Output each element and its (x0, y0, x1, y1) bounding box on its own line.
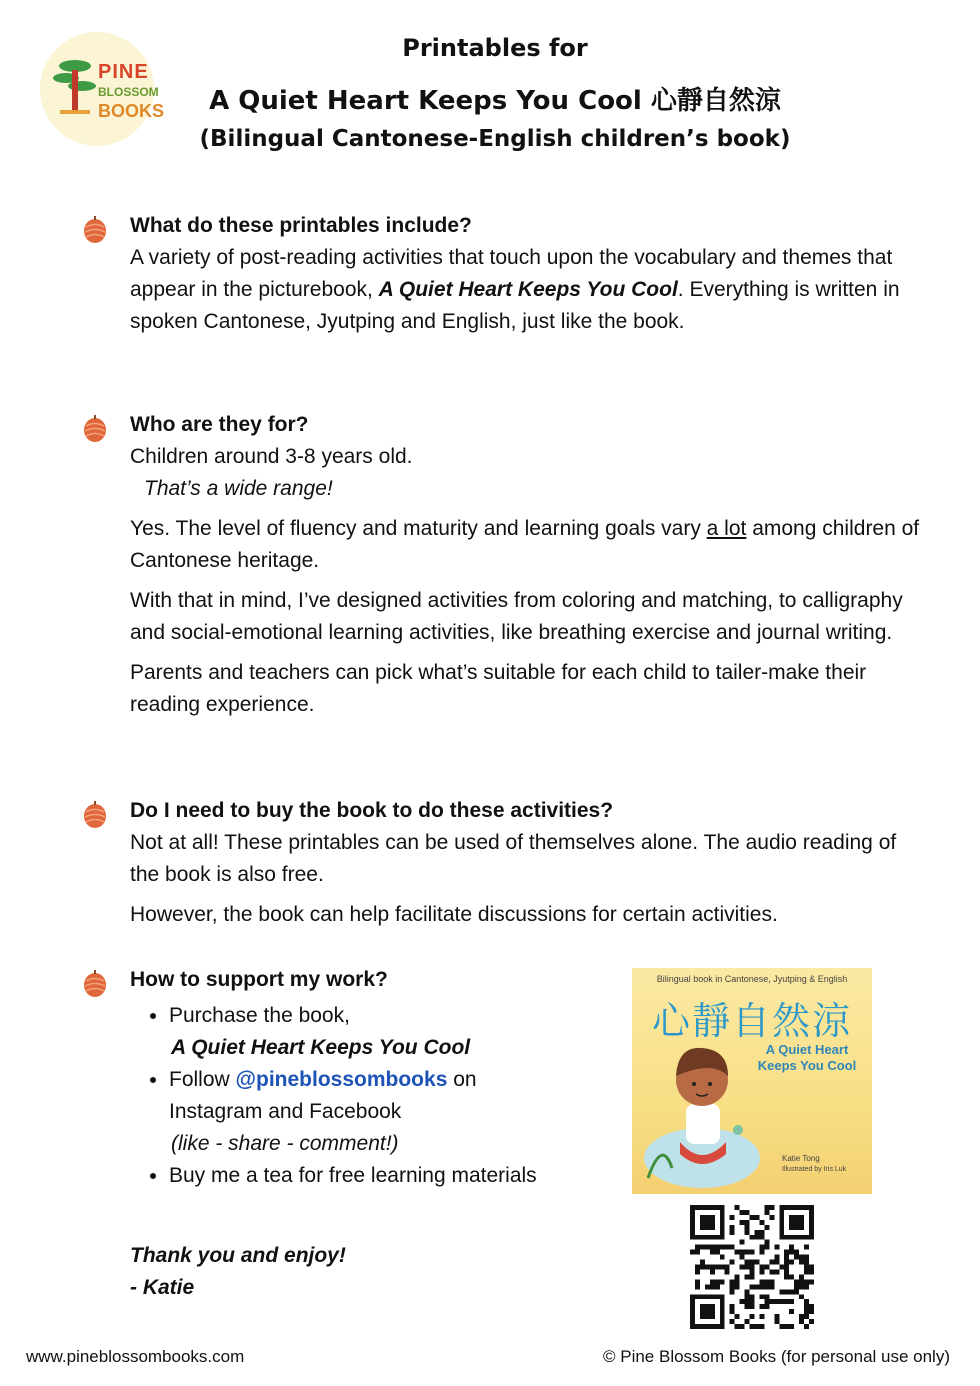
logo-text-pine: PINE (98, 61, 149, 83)
section-paragraph: With that in mind, I’ve designed activities from coloring and matching, to calligraphy and social-emotional learning activities, like breathing exercise and journal writing. (130, 589, 903, 644)
pine-blossom-logo (40, 32, 165, 146)
section-paragraph: However, the book can help facilitate discussions for certain activities. (130, 903, 778, 926)
title-line-2: A Quiet Heart Keeps You Cool 心靜自然涼 (209, 86, 781, 116)
cover-title-english: A Quiet Heart Keeps You Cool (757, 1042, 857, 1073)
book-title-emphasis: A Quiet Heart Keeps You Cool (171, 1036, 471, 1059)
cover-author: Katie Tong (782, 1154, 820, 1163)
section-paragraph: A variety of post-reading activities that touch upon the vocabulary and themes that appear in the picturebook, A Quiet Heart Keeps You Cool. Everything is written in spoken Cantonese, Jyutping and English, just like the book. (130, 246, 900, 333)
logo-text-books: BOOKS (98, 101, 165, 121)
section-paragraph: Children around 3-8 years old. (130, 445, 413, 468)
cover-title-chinese: 心靜自然涼 (651, 999, 852, 1043)
thanks-line: Thank you and enjoy! (130, 1244, 346, 1267)
title-line-1: Printables for (402, 34, 588, 62)
list-item: • Follow @pineblossombooks on Instagram and Facebook (like - share - comment!) (169, 1064, 550, 1160)
signature-line: - Katie (130, 1276, 195, 1299)
pinecone-icon (82, 216, 108, 244)
section-buy-book (130, 797, 920, 931)
section-heading: Do I need to buy the book to do these activities? (130, 799, 614, 822)
footer-website[interactable]: www.pineblossombooks.com (26, 1347, 245, 1366)
section-paragraph: Yes. The level of fluency and maturity and learning goals vary a lot among children of Cantonese heritage. (130, 517, 920, 572)
pinecone-icon (82, 970, 108, 998)
pinecone-icon (82, 415, 108, 443)
title-line-3: (Bilingual Cantonese-English children’s book) (199, 126, 791, 152)
social-handle-link[interactable]: @pineblossombooks (235, 1068, 448, 1091)
support-list (130, 1000, 550, 1192)
cover-subtitle: Bilingual book in Cantonese, Jyutping & English (656, 974, 848, 984)
list-item: • Buy me a tea for free learning materials (169, 1160, 550, 1192)
book-title-emphasis: A Quiet Heart Keeps You Cool (378, 278, 678, 301)
section-who-for (130, 411, 920, 721)
cover-illustrator: Illustrated by Iris Luk (782, 1166, 847, 1173)
qr-code-icon[interactable] (690, 1205, 814, 1329)
section-paragraph: Not at all! These printables can be used of themselves alone. The audio reading of the book is also free. (130, 831, 897, 886)
footer-copyright: © Pine Blossom Books (for personal use only) (602, 1347, 950, 1366)
list-item: • Purchase the book, A Quiet Heart Keeps You Cool (169, 1000, 550, 1064)
closing-message (130, 1240, 346, 1304)
underlined-emphasis: a lot (706, 517, 747, 540)
section-support (130, 966, 550, 1192)
pine-tree-icon (52, 56, 98, 118)
aside-note: That’s a wide range! (144, 477, 333, 500)
section-paragraph: Parents and teachers can pick what’s suitable for each child to tailer-make their reading experience. (130, 661, 867, 716)
child-illustration-icon (642, 1038, 762, 1188)
section-heading: How to support my work? (130, 968, 388, 991)
logo-text-blossom: BLOSSOM (98, 85, 159, 99)
section-what-included (130, 212, 920, 338)
section-heading: Who are they for? (130, 413, 309, 436)
pinecone-icon (82, 801, 108, 829)
aside-note: (like - share - comment!) (171, 1132, 399, 1155)
book-cover-image (632, 968, 872, 1194)
section-heading: What do these printables include? (130, 214, 472, 237)
